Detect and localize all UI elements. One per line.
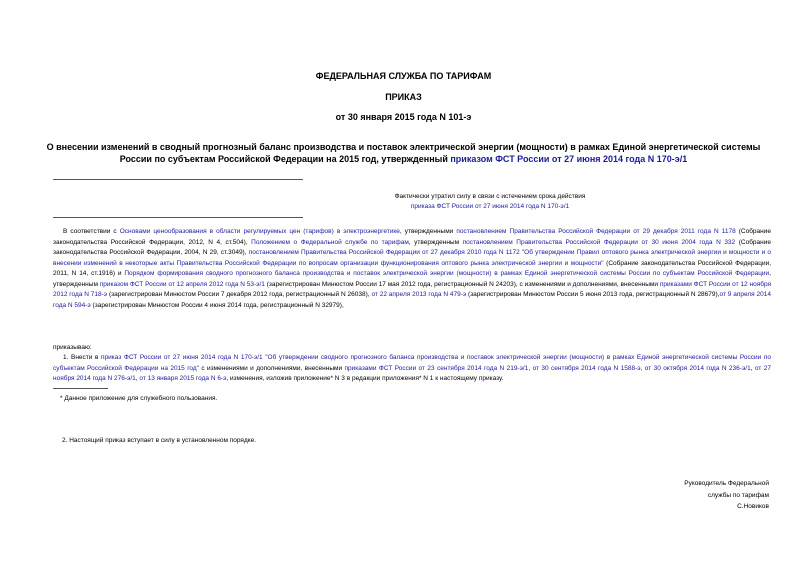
preamble-link-5[interactable]: постановлением Правительства Российской Федерации от 27 декабря 2010 года N 1172 "Об утверждении Правил оптового рынка электрической энергии и мощности и о внесении изменений в некоторые акты Правительства Российской Федерации по вопросам организации функционирования оптового рынка электрической энергии и мощности" [53, 249, 771, 267]
item1-link-1[interactable]: приказ ФСТ России от 27 июня 2014 года N 170-э/1 "Об утверждении сводного прогнозного баланса производства и поставок электрической энергии (мощности) в рамках Единой энергетической системы России по субъектам Российской Федерации на 2015 год" [53, 354, 771, 372]
divider-top [53, 179, 303, 180]
preamble-link-9[interactable]: от 22 апреля 2013 года N 479-э [371, 291, 467, 298]
order-word: приказываю: [53, 344, 92, 351]
title-link[interactable]: приказом ФСТ России от 27 июня 2014 года N 170-э/1 [450, 154, 688, 164]
preamble-link-1[interactable]: Основами ценообразования в области регулируемых цен (тарифов) в электроэнергетике [119, 228, 400, 235]
divider-bottom [53, 217, 303, 218]
footnote-divider [53, 388, 108, 389]
preamble-link-8[interactable]: приказами ФСТ России от 12 ноября 2012 года N 718-э [53, 280, 772, 298]
status-note-text: Фактически утратил силу в связи с истечением срока действия [394, 193, 586, 200]
doc-type: ПРИКАЗ [385, 92, 422, 102]
signature-agency: службы по тарифам [707, 491, 769, 499]
signature-block [684, 478, 769, 513]
status-note-link[interactable]: приказа ФСТ России от 27 июня 2014 года N 170-э/1 [410, 203, 570, 210]
item1-link-3[interactable]: от 30 сентября 2014 года N 1588-э [532, 364, 641, 372]
preamble-link-6[interactable]: Порядком формирования сводного прогнозного баланса производства и поставок электрической энергии (мощности) в рамках Единой энергетической системы России по субъектам Российской Федерации [124, 270, 770, 277]
item1-link-4[interactable]: от 30 октября 2014 года N 236-э/1 [644, 364, 751, 372]
document-title: О внесении изменений в сводный прогнозный баланс производства и поставок электрической энергии (мощности) в рамках Единой энергетической системы России по субъектам Российской Федерации на 2015 год, утвержденный приказом ФСТ России от 27 июня 2014 года N 170-э/1 [46, 142, 761, 164]
agency-name: ФЕДЕРАЛЬНАЯ СЛУЖБА ПО ТАРИФАМ [315, 71, 492, 81]
preamble-paragraph: В соответствии с Основами ценообразования в области регулируемых цен (тарифов) в электроэнергетике, утвержденными постановлением Правительства Российской Федерации от 29 декабря 2011 года N 1178 (Собрание законодательства Российской Федерации, 2012, N 4, ст.504), Положением о Федеральной службе по тарифам, утвержденным постановлением Правительства Российской Федерации от 30 июня 2004 года N 332 (Собрание законодательства Российской Федерации, 2004, N 29, ст.3049), постановлением Правительства Российской Федерации от 27 декабря 2010 года N 1172 "Об утверждении Правил оптового рынка электрической энергии и мощности и о внесении изменений в некоторые акты Правительства Российской Федерации по вопросам организации функционирования оптового рынка электрической энергии и мощности" (Собрание законодательства Российской Федерации, 2011, N 14, ст.1916) и Порядком формирования сводного прогнозного баланса производства и поставок электрической энергии (мощности) в рамках Единой энергетической системы России по субъектам Российской Федерации, утвержденным приказом ФСТ России от 12 апреля 2012 года N 53-э/1 (зарегистрирован Минюстом России 17 мая 2012 года, регистрационный N 24203), с изменениями и дополнениями, внесенными приказами ФСТ России от 12 ноября 2012 года N 718-э (зарегистрирован Минюстом России 7 декабря 2012 года, регистрационный N 26038), от 22 апреля 2013 года N 479-э (зарегистрирован Минюстом России 5 июня 2013 года, регистрационный N 28679),от 9 апреля 2014 года N 594-э (зарегистрирован Минюстом России 4 июня 2014 года, регистрационный N 32979), [53, 228, 772, 309]
signature-name: С.Новиков [737, 503, 769, 510]
item-1-paragraph: 1. Внести в приказ ФСТ России от 27 июня 2014 года N 170-э/1 "Об утверждении сводного прогнозного баланса производства и поставок электрической энергии (мощности) в рамках Единой энергетической системы России по субъектам Российской Федерации на 2015 год" с изменениями и дополнениями, внесенными приказами ФСТ России от 23 сентября 2014 года N 219-э/1, от 30 сентября 2014 года N 1588-э, от 30 октября 2014 года N 236-э/1, от 27 ноября 2014 года N 276-э/1, от 13 января 2015 года N 6-э, изменения, изложив приложение* N 3 в редакции приложения* N 1 к настоящему приказу. [53, 354, 771, 382]
preamble-link-7[interactable]: приказом ФСТ России от 12 апреля 2012 года N 53-э/1 [99, 280, 265, 288]
item1-link-6[interactable]: от 13 января 2015 года N 6-э [139, 375, 227, 382]
preamble-link-3[interactable]: Положением о Федеральной службе по тарифам [251, 238, 409, 246]
preamble-link-2[interactable]: постановлением Правительства Российской Федерации от 29 декабря 2011 года N 1178 [456, 228, 736, 235]
status-note [230, 192, 750, 212]
item-2-paragraph: 2. Настоящий приказ вступает в силу в установленном порядке. [62, 437, 257, 444]
preamble-link-10[interactable]: от 9 апреля 2014 года N 594-э [53, 291, 771, 309]
footnote: * Данное приложение для служебного пользования. [60, 395, 218, 402]
item1-link-5[interactable]: от 27 ноября 2014 года N 276-э/1 [53, 364, 771, 382]
signature-position: Руководитель Федеральной [684, 480, 769, 487]
item1-link-2[interactable]: приказами ФСТ России от 23 сентября 2014 года N 219-э/1 [344, 364, 529, 372]
doc-date-number: от 30 января 2015 года N 101-э [335, 112, 472, 122]
preamble-link-4[interactable]: постановлением Правительства Российской Федерации от 30 июня 2004 года N 332 [462, 238, 736, 246]
